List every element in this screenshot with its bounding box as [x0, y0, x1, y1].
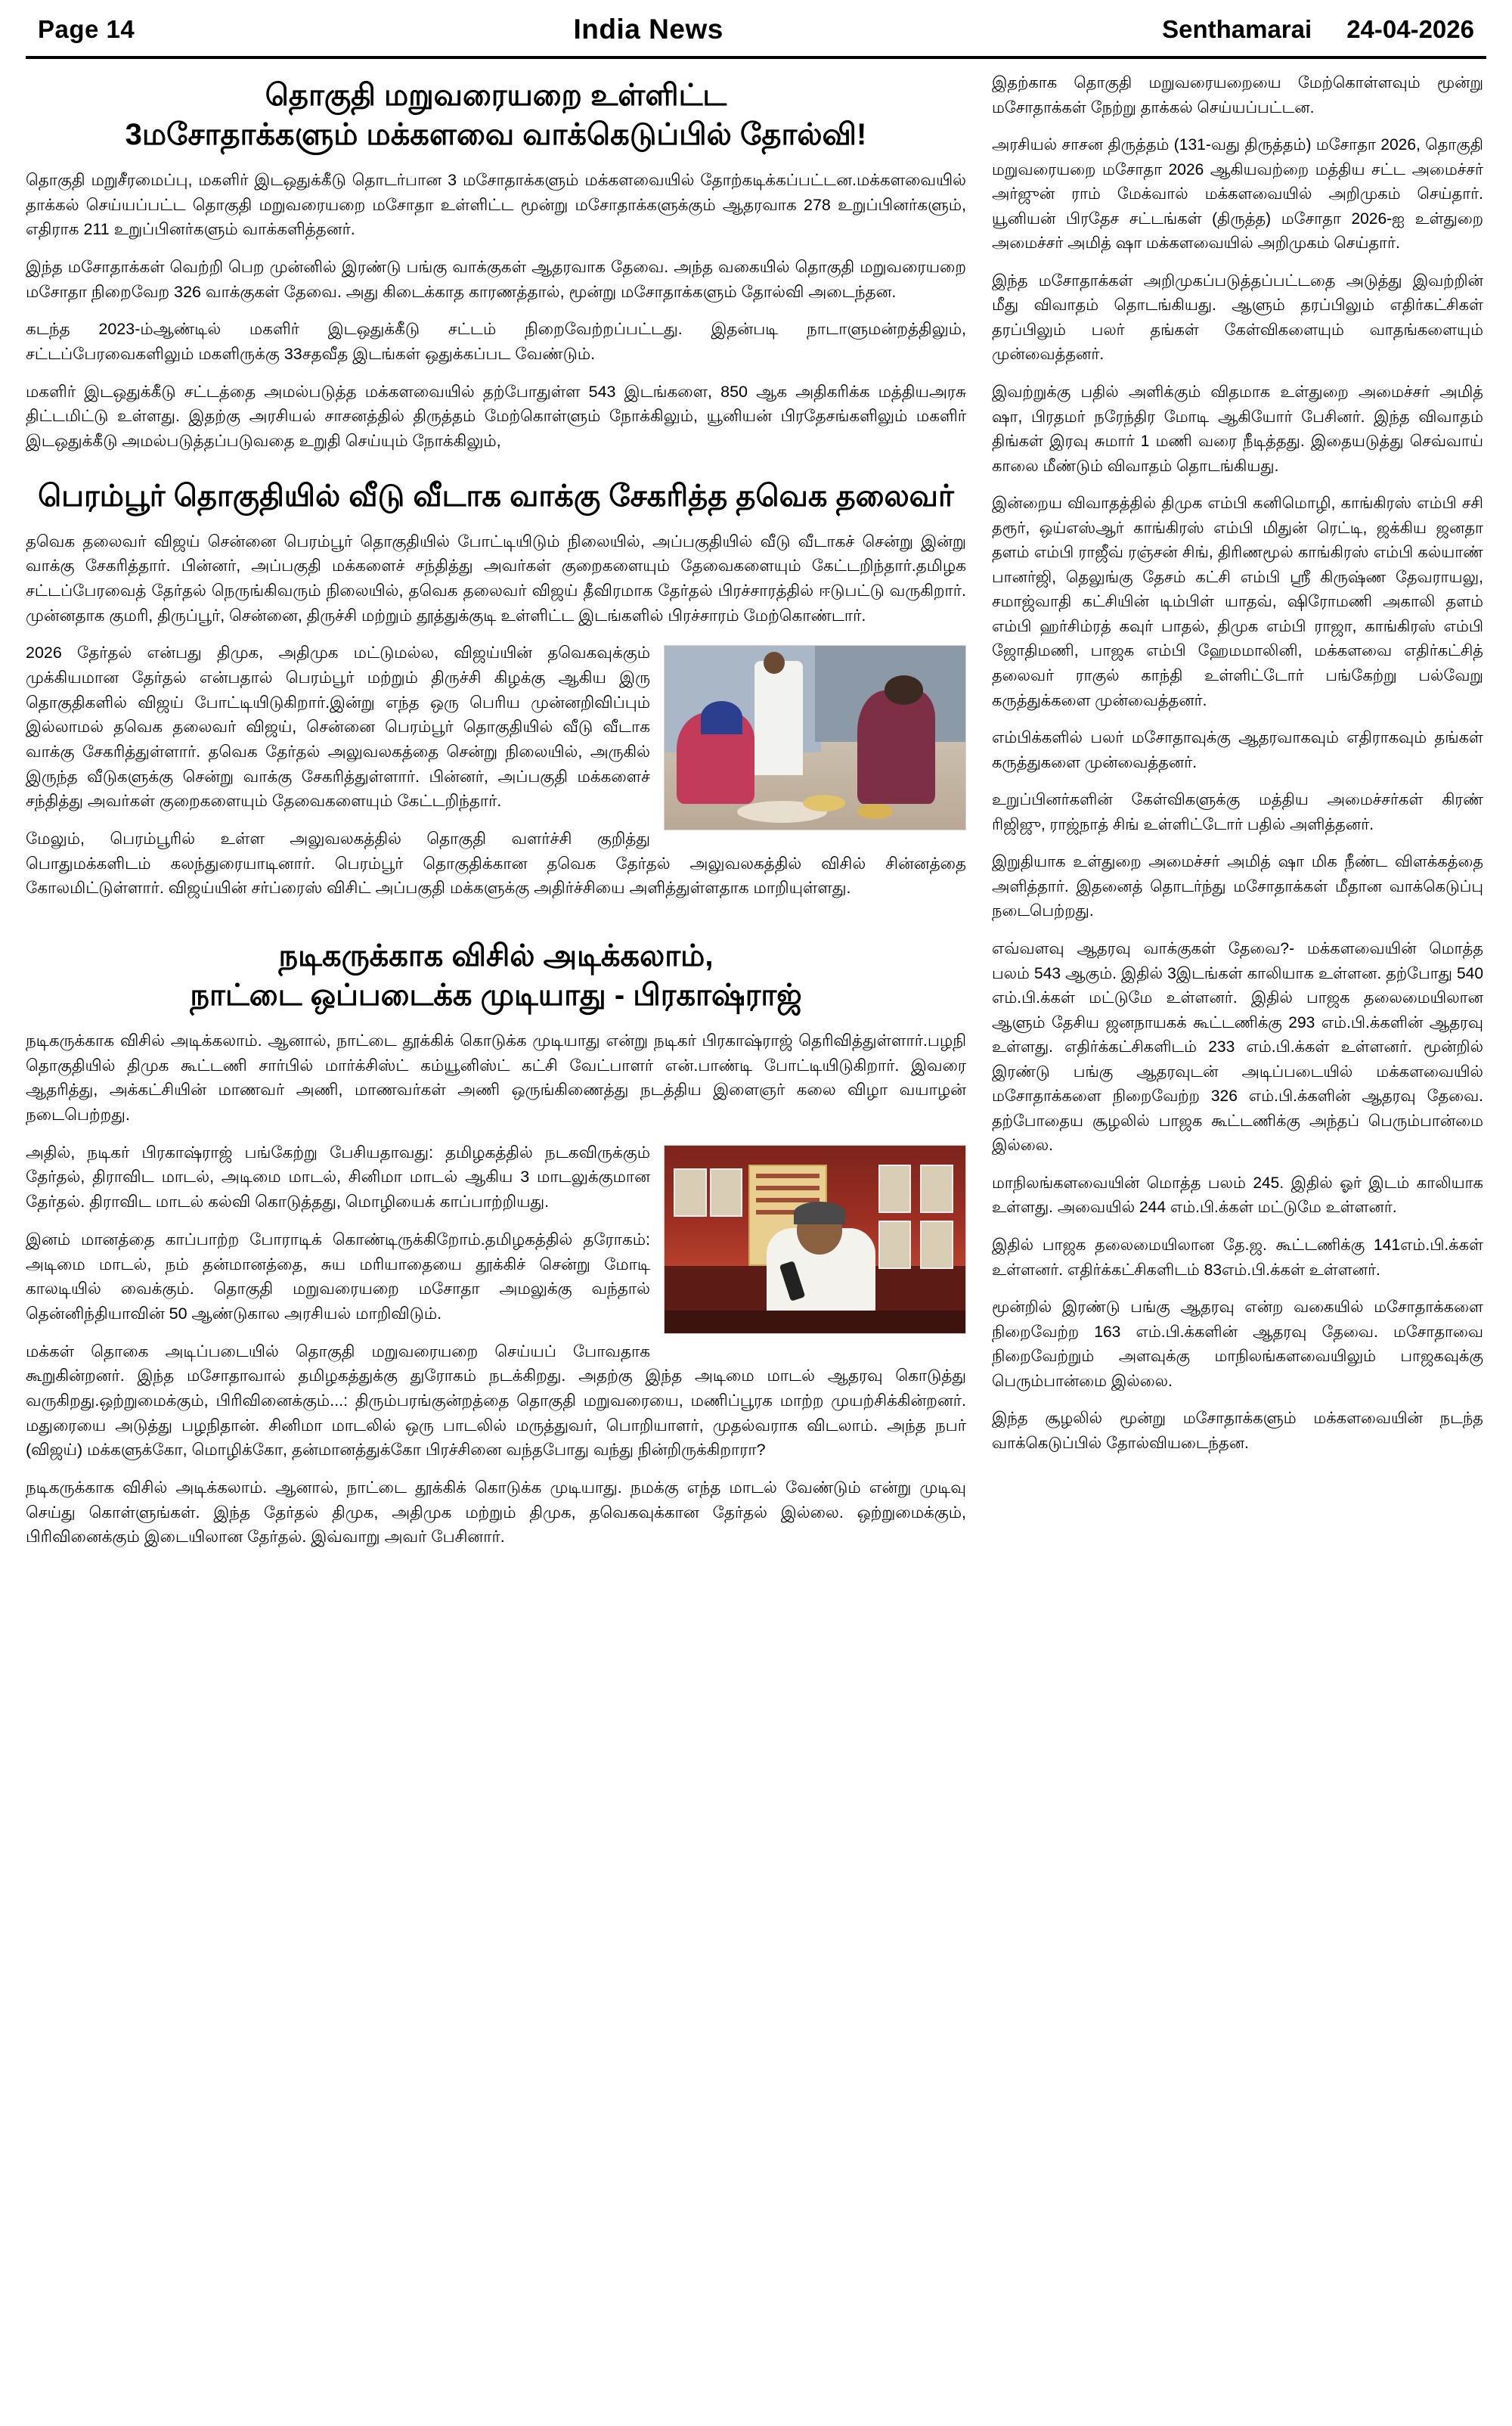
article1-paragraph: மகளிர் இடஒதுக்கீடு சட்டத்தை அமல்படுத்த மக்களவையில் தற்போதுள்ள 543 இடங்களை, 850 ஆக அதிகரிக்க மத்தியஅரசு திட்டமிட்டு உள்ளது. இதற்கு அரசியல் சாசனத்தில் திருத்தம் மேற்கொள்ளும் நோக்கிலும், யூனியன் பிரதேசங்களிலும் மகளிர் இடஒதுக்கீடு அமல்படுத்தப்படுவதை உறுதி செய்யும் நோக்கிலும், [26, 382, 966, 451]
article3-paragraph: நடிகருக்காக விசில் அடிக்கலாம். ஆனால், நாட்டை தூக்கிக் கொடுக்க முடியாது என்று நடிகர் பிரகாஷ்ராஜ் தெரிவித்துள்ளார்.பழநி தொகுதியில் திமுக கூட்டணி சார்பில் மார்க்சிஸ்ட் கம்யூனிஸ்ட் கட்சி வேட்பாளர் என்.பாண்டி போட்டியிடுகிறார். இவரை ஆதரித்து, அக்கட்சியின் மாணவர் அணி, மாணவர்கள் அணி ஒருங்கிணைத்து நடத்திய இளைஞர் கலை விழா வயாழன் நடைபெற்றது. [26, 1032, 966, 1125]
article2-headline: பெரம்பூர் தொகுதியில் வீடு வீடாக வாக்கு சேகரித்த தவெக தலைவர் [38, 479, 954, 513]
edition-name: Senthamarai [1162, 15, 1312, 43]
right-paragraph: இதில் பாஜக தலைமையிலான தே.ஜ. கூட்டணிக்கு 141எம்.பி.க்கள் உள்ளனர். எதிர்க்கட்சிகளிடம் 83எம்.பி.க்கள் உள்ளனர். [992, 1236, 1483, 1279]
vijay-campaign-photo [664, 645, 966, 830]
article1-paragraph: தொகுதி மறுசீரமைப்பு, மகளிர் இடஒதுக்கீடு தொடர்பான 3 மசோதாக்களும் மக்களவையில் தோற்கடிக்கப்பட்டன.மக்களவையில் தாக்கல் செய்யப்பட்ட தொகுதி மறுவரையறை மசோதா உள்ளிட்ட மூன்று மசோதாக்களுக்கும் ஆதரவாக 278 உறுப்பினர்களும், எதிராக 211 உறுப்பினர்களும் வாக்களித்தனர். [26, 171, 966, 239]
right-paragraph: அரசியல் சாசன திருத்தம் (131-வது திருத்தம்) மசோதா 2026, தொகுதி மறுவரையறை மசோதா 2026 ஆகியவற்றை மத்திய சட்ட அமைச்சர் அர்ஜுன் ராம் மேக்வால் மக்களவையில் அறிமுகம் செய்தார். யூனியன் பிரதேச சட்டங்கள் (திருத்த) மசோதா 2026-ஐ உள்துறை அமைச்சர் அமித் ஷா மக்களவையில் அறிமுகம் செய்தார். [992, 136, 1483, 253]
right-paragraph: உறுப்பினர்களின் கேள்விகளுக்கு மத்திய அமைச்சர்கள் கிரண் ரிஜிஜு, ராஜ்நாத் சிங் உள்ளிட்டோர் பதில் அளித்தனர். [992, 791, 1483, 833]
article3-headline: நடிகருக்காக விசில் அடிக்கலாம், நாட்டை ஒப்படைக்க முடியாது - பிரகாஷ்ராஜ் [190, 939, 802, 1013]
right-paragraph: இன்றைய விவாதத்தில் திமுக எம்பி கனிமொழி, காங்கிரஸ் எம்பி சசி தரூர், ஒய்எஸ்ஆர் காங்கிரஸ் எம்பி மிதுன் ரெட்டி, ஜக்கிய ஜனதா தளம் எம்பி ராஜீவ் ரஞ்சன் சிங், திரிணமூல் காங்கிரஸ் எம்பி கல்யாண் பானர்ஜி, தெலுங்கு தேசம் கட்சி எம்பி ஸ்ரீ கிருஷ்ண தேவராயலு, சமாஜ்வாதி கட்சியின் டிம்பிள் யாதவ், ஷிரோமணி அகாலி தளம் எம்பி ஹர்சிம்ரத் கவுர் பாதல், திமுக எம்பி ராஜா, காங்கிரஸ் எம்பி ஜோதிமணி, பாஜக எம்பி ஹேமமாலினி, மக்களவை எதிர்கட்சித் தலைவர் ராகுல் காந்தி உள்ளிட்டோர் பங்கேற்று பல்வேறு கருத்துக்களை முன்வைத்தனர். [992, 495, 1483, 709]
article2-paragraph: தவெக தலைவர் விஜய் சென்னை பெரம்பூர் தொகுதியில் போட்டியிடும் நிலையில், அப்பகுதியில் வீடு வீடாகச் சென்று இன்று வாக்கு சேகரித்தார். பின்னர், அப்பகுதி மக்களைச் சந்தித்து அவர்கள் குறைகளையும் தேவைகளையும் கேட்டறிந்தார்.தமிழக சட்டப்பேரவைத் தேர்தல் நெருங்கிவரும் நிலையில், தவெக தலைவர் விஜய் தீவிரமாக தேர்தல் பிரச்சாரத்தில் ஈடுபட்டு வருகிறார். முன்னதாக குமரி, திருப்பூர், சென்னை, திருச்சி மற்றும் தூத்துக்குடி உள்ளிட்ட இடங்களில் பிரச்சாரம் மேற்கொண்டார். [26, 532, 966, 625]
right-paragraph: இந்த சூழலில் மூன்று மசோதாக்களும் மக்களவையின் நடந்த வாக்கெடுப்பில் தோல்வியடைந்தன. [992, 1410, 1483, 1452]
prakash-raj-photo [664, 1145, 966, 1334]
right-paragraph: இவற்றுக்கு பதில் அளிக்கும் விதமாக உள்துறை அமைச்சர் அமித் ஷா, பிரதமர் நரேந்திர மோடி ஆகியோர் பேசினர். இந்த விவாதம் திங்கள் இரவு சுமார் 1 மணி வரை நீடித்தது. இதையடுத்து செவ்வாய் காலை மீண்டும் விவாதம் தொடங்கியது. [992, 383, 1483, 475]
article3-paragraph: அதில், நடிகர் பிரகாஷ்ராஜ் பங்கேற்று பேசியதாவது: தமிழகத்தில் நடகவிருக்கும் தேர்தல், திராவிட மாடல், அடிமை மாடல், சினிமா மாடல் ஆகிய 3 மாடலுக்குமான தேர்தல். திராவிட மாடல் கல்வி கொடுத்தது, மொழியைக் காப்பாற்றியது. [26, 1143, 650, 1211]
article1-paragraph: இந்த மசோதாக்கள் வெற்றி பெற முன்னில் இரண்டு பங்கு வாக்குகள் ஆதரவாக தேவை. அந்த வகையில் தொகுதி மறுவரையறை மசோதா நிறைவேற 326 வாக்குகள் தேவை. அது கிடைக்காத காரணத்தால், மூன்று மசோதாக்களும் தோல்வி அடைந்தன. [26, 258, 966, 301]
article3-paragraph: நடிகருக்காக விசில் அடிக்கலாம். ஆனால், நாட்டை தூக்கிக் கொடுக்க முடியாது. நமக்கு எந்த மாடல் வேண்டும் என்று முடிவு செய்து கொள்ளுங்கள். இந்த தேர்தல் திமுக, அதிமுக மற்றும் திமுக, தவெகவுக்கான தேர்தல் இல்லை. ஒற்றுமைக்கும், பிரிவினைக்கும் இடையிலான தேர்தல். இவ்வாறு அவர் பேசினார். [26, 1478, 966, 1546]
article-prakash-raj [26, 936, 966, 1562]
article2-paragraph: மேலும், பெரம்பூரில் உள்ள அலுவலகத்தில் தொகுதி வளர்ச்சி குறித்து பொதுமக்களிடம் கலந்துரையாடினார். பெரம்பூர் தொகுதிக்கான தவெக தேர்தல் அலுவலகத்தில் விசில் சின்னத்தை கோலமிட்டுள்ளார். விஜய்யின் சர்ப்ரைஸ் விசிட் அப்பகுதி மக்களுக்கு அதிர்ச்சியை அளித்துள்ளதாக மாறியுள்ளது. [26, 830, 966, 898]
content-columns [26, 59, 1486, 1562]
right-paragraph: மாநிலங்களவையின் மொத்த பலம் 245. இதில் ஓர் இடம் காலியாக உள்ளது. அவையில் 244 எம்.பி.க்கள் மட்டுமே உள்ளனர். [992, 1174, 1483, 1217]
right-paragraph: எவ்வளவு ஆதரவு வாக்குகள் தேவை?- மக்களவையின் மொத்த பலம் 543 ஆகும். இதில் 3இடங்கள் காலியாக உள்ளன. தற்போது 540 எம்.பி.க்கள் மட்டுமே உள்ளனர். இதில் பாஜக தலைமையிலான ஆளும் தேசிய ஜனநாயகக் கூட்டணிக்கு 293 எம்.பி.க்களின் ஆதரவு உள்ளது. எதிர்க்கட்சிகளிடம் 233 எம்.பி.க்கள் உள்ளனர். மூன்றில் இரண்டு பங்கு ஆதரவுடன் அடிப்படையில் மக்களவையில் மசோதாக்களை நிறைவேற்ற 326 எம்.பி.க்களின் ஆதரவு தேவை. தற்போதைய சூழலில் பாஜக கூட்டணிக்கு அந்தப் பெரும்பான்மை இல்லை. [992, 939, 1483, 1155]
left-column [26, 71, 966, 1562]
right-paragraph: இதற்காக தொகுதி மறுவரையறையை மேற்கொள்ளவும் மூன்று மசோதாக்கள் நேற்று தாக்கல் செய்யப்பட்டன. [992, 74, 1483, 116]
article2-paragraph: 2026 தேர்தல் என்பது திமுக, அதிமுக மட்டுமல்ல, விஜய்யின் தவெகவுக்கும் முக்கியமான தேர்தல் என்பதால் பெரம்பூர் மற்றும் திருச்சி கிழக்கு ஆகிய இரு தொகுதிகளில் விஜய் போட்டியிடுகிறார்.இன்று எந்த ஒரு பெரிய முன்னறிவிப்பும் இல்லாமல் தவெக தலைவர் விஜய், சென்னை பெரம்பூர் தொகுதியில் வீடு வீடாக வாக்கு சேகரித்துள்ளார். தவெக தேர்தல் அலுவலகத்தை சென்று நிலையில், அருகில் இருந்த வீடுகளுக்கு சென்று வாக்கு சேகரித்துள்ளார். பின்னர், அப்பகுதி மக்களைச் சந்தித்து அவர்கள் குறைகளையும் தேவைகளையும் கேட்டறிந்தார். [26, 644, 650, 811]
right-column [992, 71, 1483, 1562]
right-paragraph: மூன்றில் இரண்டு பங்கு ஆதரவு என்ற வகையில் மசோதாக்களை நிறைவேற்ற 163 எம்.பி.க்களின் ஆதரவு தேவை. மசோதாவை நிறைவேற்றும் அளவுக்கு மாநிலங்களவையிலும் பாஜகவுக்கு பெரும்பான்மை இல்லை. [992, 1298, 1483, 1390]
publication-date: 24-04-2026 [1346, 15, 1474, 43]
article1-headline: தொகுதி மறுவரையறை உள்ளிட்ட 3மசோதாக்களும் மக்களவை வாக்கெடுப்பில் தோல்வி! [125, 79, 867, 151]
page-number: Page 14 [38, 15, 135, 43]
right-paragraph: இறுதியாக உள்துறை அமைச்சர் அமித் ஷா மிக நீண்ட விளக்கத்தை அளித்தார். இதனைத் தொடர்ந்து மசோதாக்கள் மீதான வாக்கெடுப்பு நடைபெற்றது. [992, 853, 1483, 920]
article3-paragraph: மக்கள் தொகை அடிப்படையில் தொகுதி மறுவரையறை செய்யப் போவதாக கூறுகின்றனர். இந்த மசோதாவால் தமிழகத்துக்கு துரோகம் நடக்கிறது. அதற்கு இந்த அடிமை மாடல் ஆதரவு கொடுத்து வருகிறது.ஒற்றுமைக்கும், பிரிவினைக்கும்...: திரும்பரங்குன்றத்தை தொகுதி மறுவரையை, மணிப்பூரக மாற்ற முயற்சிக்கின்றனர். மதுரையை அடுத்து பழநிதான். சினிமா மாடலில் ஒரு பாடலில் மருத்துவர், பொறியாளர், முதல்வராக விடலாம். அந்த நபர் (விஜய்) மக்களுக்கோ, மொழிக்கோ, தன்மானத்துக்கோ பிரச்சினை வந்தபோது வந்து நின்றிருக்கிறாரா? [26, 1342, 966, 1460]
article-perambur-campaign [26, 476, 966, 914]
publication-title: India News [573, 14, 723, 45]
article-delimitation-bills [26, 76, 966, 454]
article3-paragraph: இனம் மானத்தை காப்பாற்ற போராடிக் கொண்டிருக்கிறோம்.தமிழகத்தில் தரோகம்: அடிமை மாடல், நம் தன்மானத்தை, சுய மரியாதையை தூக்கிச் சென்று மோடி காலடியில் வைக்கும். தொகுதி மறுவரையறை மசோதா அமலுக்கு வந்தால் தென்னிந்தியாவின் 50 ஆண்டுகால அரசியல் மாறிவிடும். [26, 1230, 650, 1323]
right-paragraph: இந்த மசோதாக்கள் அறிமுகப்படுத்தப்பட்டதை அடுத்து இவற்றின் மீது விவாதம் தொடங்கியது. ஆளும் தரப்பிலும் எதிர்கட்சிகள் தரப்பிலும் பலர் தங்கள் கேள்விகளையும் வாதங்களையும் முன்வைத்தனர். [992, 271, 1483, 364]
masthead [26, 6, 1486, 59]
right-paragraph: எம்பிக்களில் பலர் மசோதாவுக்கு ஆதரவாகவும் எதிராகவும் தங்கள் கருத்துகளை முன்வைத்தனர். [992, 729, 1483, 771]
newspaper-page [0, 6, 1512, 2426]
article1-paragraph: கடந்த 2023-ம்ஆண்டில் மகளிர் இடஒதுக்கீடு சட்டம் நிறைவேற்றப்பட்டது. இதன்படி நாடாளுமன்றத்திலும், சட்டப்பேரவைகளிலும் மகளிருக்கு 33சதவீத இடங்கள் ஒதுக்கப்பட வேண்டும். [26, 320, 966, 364]
